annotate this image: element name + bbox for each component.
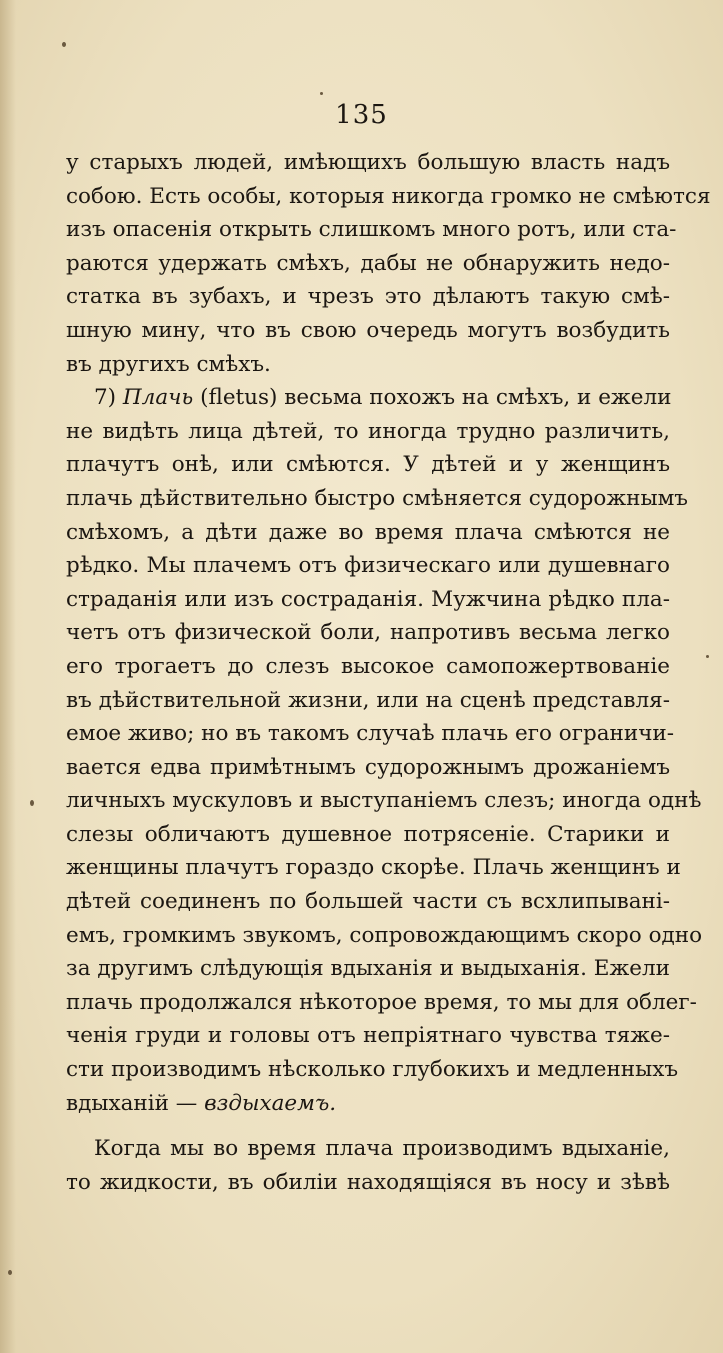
text-line — [66, 1087, 670, 1121]
text-line: плачь продолжался нѣкоторое время, то мы для облег- — [66, 989, 697, 1015]
text-line-with-italic: вдыханій — вздыхаемъ. — [66, 1090, 337, 1116]
text-line: вается едва примѣтнымъ судорожнымъ дрожаніемъ — [66, 754, 670, 780]
paper-speck — [320, 92, 323, 95]
paper-speck — [8, 1270, 12, 1275]
text-line: въ дѣйствительной жизни, или на сценѣ представля- — [66, 687, 670, 713]
text-line: не видѣть лица дѣтей, то иногда трудно различить, — [66, 418, 670, 444]
text-line: рѣдко. Мы плачемъ отъ физическаго или душевнаго — [66, 553, 670, 579]
text-line: сти производимъ нѣсколько глубокихъ и медленныхъ — [66, 1057, 679, 1083]
paper-speck — [706, 655, 709, 658]
paper-speck — [30, 800, 34, 806]
text-line: страданія или изъ состраданія. Мужчина рѣдко пла- — [66, 586, 670, 612]
text-line: слезы обличаютъ душевное потрясеніе. Старики и — [66, 821, 670, 847]
paragraph-start-line — [66, 381, 670, 415]
text-line: женщины плачутъ гораздо скорѣе. Плачь женщинъ и — [66, 855, 681, 881]
text-line: плачутъ онѣ, или смѣются. У дѣтей и у женщинъ — [66, 452, 670, 478]
text-line: личныхъ мускуловъ и выступаніемъ слезъ; иногда однѣ — [66, 788, 702, 814]
text-line: его трогаетъ до слезъ высокое самопожертвованіе — [66, 653, 670, 679]
text-line: емъ, громкимъ звукомъ, сопровождающимъ скоро одно — [66, 922, 703, 948]
text-line: дѣтей соединенъ по большей части съ всхлипывані- — [66, 889, 670, 915]
italic-term: Плачь — [122, 385, 194, 411]
text-line: плачь дѣйствительно быстро смѣняется судорожнымъ — [66, 485, 688, 511]
text-line: Когда мы во время плача производимъ вдыханіе, — [94, 1136, 670, 1162]
text-line: ченія груди и головы отъ непріятнаго чувства тяже- — [66, 1023, 670, 1049]
paragraph-gap — [66, 1120, 670, 1132]
text-line: раются удержать смѣхъ, дабы не обнаружить недо- — [66, 250, 670, 276]
page-number: 135 — [335, 100, 388, 130]
text-line: статка въ зубахъ, и чрезъ это дѣлаютъ такую смѣ- — [66, 284, 670, 310]
body-text — [66, 146, 711, 1199]
text-line: 7) Плачь (fletus) весьма похожъ на смѣхъ, и ежели — [94, 385, 672, 411]
italic-term: вздыхаемъ. — [204, 1090, 337, 1116]
text-line: смѣхомъ, а дѣти даже во время плача смѣются не — [66, 519, 670, 545]
text-line: въ другихъ смѣхъ. — [66, 351, 271, 377]
text-line: четъ отъ физической боли, напротивъ весьма легко — [66, 620, 670, 646]
text-line: за другимъ слѣдующія вдыханія и выдыханія. Ежели — [66, 956, 670, 982]
paper-speck — [62, 42, 66, 47]
text-line: шную мину, что въ свою очередь могутъ возбудить — [66, 317, 670, 343]
text-line: собою. Есть особы, которыя никогда громко не смѣются — [66, 183, 711, 209]
page-gutter-shadow — [0, 0, 16, 1353]
text-line: емое живо; но въ такомъ случаѣ плачь его ограничи- — [66, 721, 675, 747]
text-line: у старыхъ людей, имѣющихъ большую власть надъ — [66, 150, 670, 175]
text-line: то жидкости, въ обиліи находящіяся въ носу и зѣвѣ — [66, 1169, 670, 1195]
text-line: изъ опасенія открыть слишкомъ много ротъ, или ста- — [66, 217, 677, 243]
